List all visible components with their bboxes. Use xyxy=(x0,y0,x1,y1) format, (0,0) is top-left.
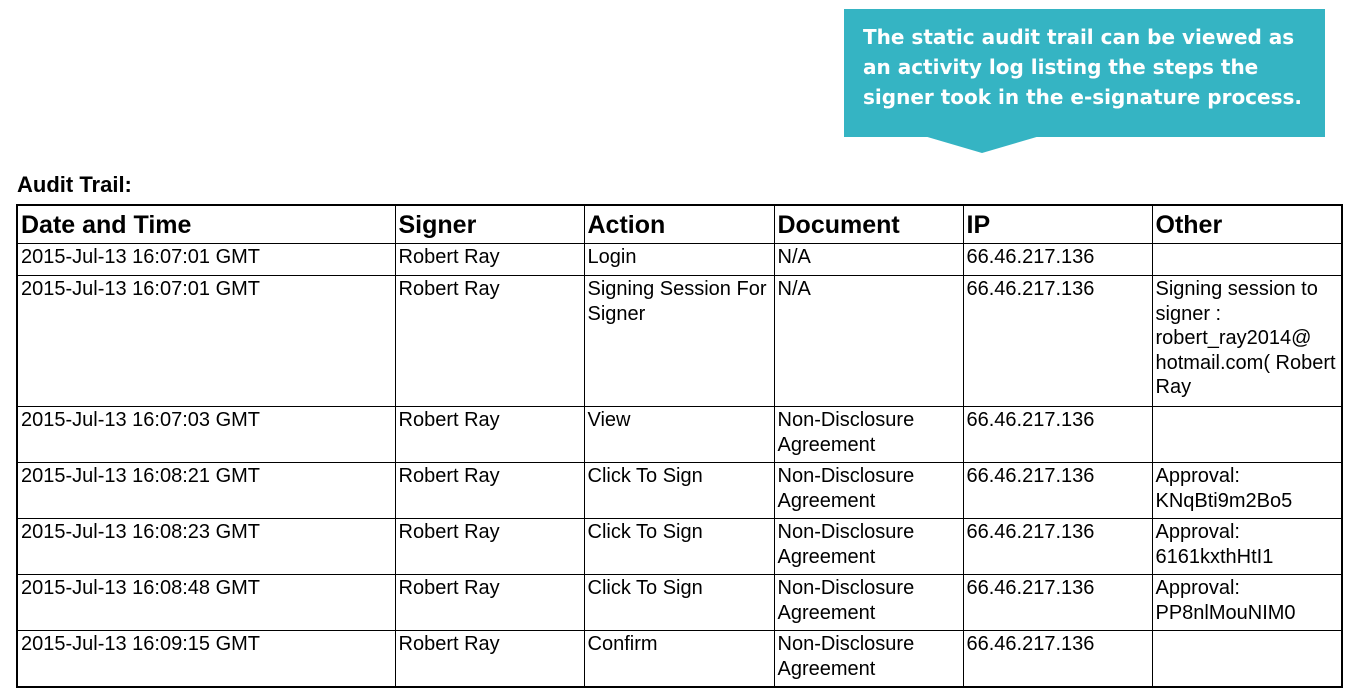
cell-other xyxy=(1152,407,1342,463)
cell-ip: 66.46.217.136 xyxy=(963,407,1152,463)
callout-text: The static audit trail can be viewed as an activity log listing the steps the signer took in the e-signature process. xyxy=(863,25,1303,109)
cell-action: Click To Sign xyxy=(584,519,774,575)
table-header-row xyxy=(17,205,1342,244)
cell-other: Approval: 6161kxthHtI1 xyxy=(1152,519,1342,575)
cell-date: 2015-Jul-13 16:08:21 GMT xyxy=(17,463,395,519)
cell-signer: Robert Ray xyxy=(395,519,584,575)
cell-document: Non-Disclosure Agreement xyxy=(774,575,963,631)
cell-signer: Robert Ray xyxy=(395,244,584,276)
cell-action: Confirm xyxy=(584,631,774,687)
audit-trail-table xyxy=(16,204,1343,688)
cell-document: Non-Disclosure Agreement xyxy=(774,463,963,519)
cell-date: 2015-Jul-13 16:07:03 GMT xyxy=(17,407,395,463)
table-row xyxy=(17,519,1342,575)
cell-ip: 66.46.217.136 xyxy=(963,519,1152,575)
column-header-document: Document xyxy=(774,205,963,244)
cell-document: Non-Disclosure Agreement xyxy=(774,631,963,687)
table-row xyxy=(17,631,1342,687)
cell-signer: Robert Ray xyxy=(395,631,584,687)
column-header-action: Action xyxy=(584,205,774,244)
column-header-signer: Signer xyxy=(395,205,584,244)
cell-date: 2015-Jul-13 16:07:01 GMT xyxy=(17,276,395,407)
callout-pointer xyxy=(924,136,1040,153)
cell-other xyxy=(1152,244,1342,276)
cell-other xyxy=(1152,631,1342,687)
cell-ip: 66.46.217.136 xyxy=(963,276,1152,407)
table-row xyxy=(17,575,1342,631)
column-header-ip: IP xyxy=(963,205,1152,244)
column-header-date: Date and Time xyxy=(17,205,395,244)
cell-action: Click To Sign xyxy=(584,463,774,519)
cell-ip: 66.46.217.136 xyxy=(963,631,1152,687)
cell-action: Login xyxy=(584,244,774,276)
cell-date: 2015-Jul-13 16:08:23 GMT xyxy=(17,519,395,575)
cell-action: Click To Sign xyxy=(584,575,774,631)
callout-box xyxy=(844,9,1325,137)
audit-trail-title: Audit Trail: xyxy=(17,172,132,197)
cell-other: Approval: PP8nlMouNIM0 xyxy=(1152,575,1342,631)
cell-other: Approval: KNqBti9m2Bo5 xyxy=(1152,463,1342,519)
cell-action: View xyxy=(584,407,774,463)
cell-date: 2015-Jul-13 16:07:01 GMT xyxy=(17,244,395,276)
cell-signer: Robert Ray xyxy=(395,575,584,631)
cell-document: N/A xyxy=(774,276,963,407)
cell-other: Signing session to signer : robert_ray2014@ hotmail.com( Robert Ray xyxy=(1152,276,1342,407)
table-row xyxy=(17,276,1342,407)
table-row xyxy=(17,244,1342,276)
column-header-other: Other xyxy=(1152,205,1342,244)
cell-ip: 66.46.217.136 xyxy=(963,244,1152,276)
table-row xyxy=(17,407,1342,463)
cell-date: 2015-Jul-13 16:08:48 GMT xyxy=(17,575,395,631)
cell-document: Non-Disclosure Agreement xyxy=(774,519,963,575)
cell-action: Signing Session For Signer xyxy=(584,276,774,407)
cell-ip: 66.46.217.136 xyxy=(963,463,1152,519)
cell-date: 2015-Jul-13 16:09:15 GMT xyxy=(17,631,395,687)
table-row xyxy=(17,463,1342,519)
cell-signer: Robert Ray xyxy=(395,407,584,463)
cell-signer: Robert Ray xyxy=(395,276,584,407)
cell-document: N/A xyxy=(774,244,963,276)
cell-signer: Robert Ray xyxy=(395,463,584,519)
cell-ip: 66.46.217.136 xyxy=(963,575,1152,631)
cell-document: Non-Disclosure Agreement xyxy=(774,407,963,463)
